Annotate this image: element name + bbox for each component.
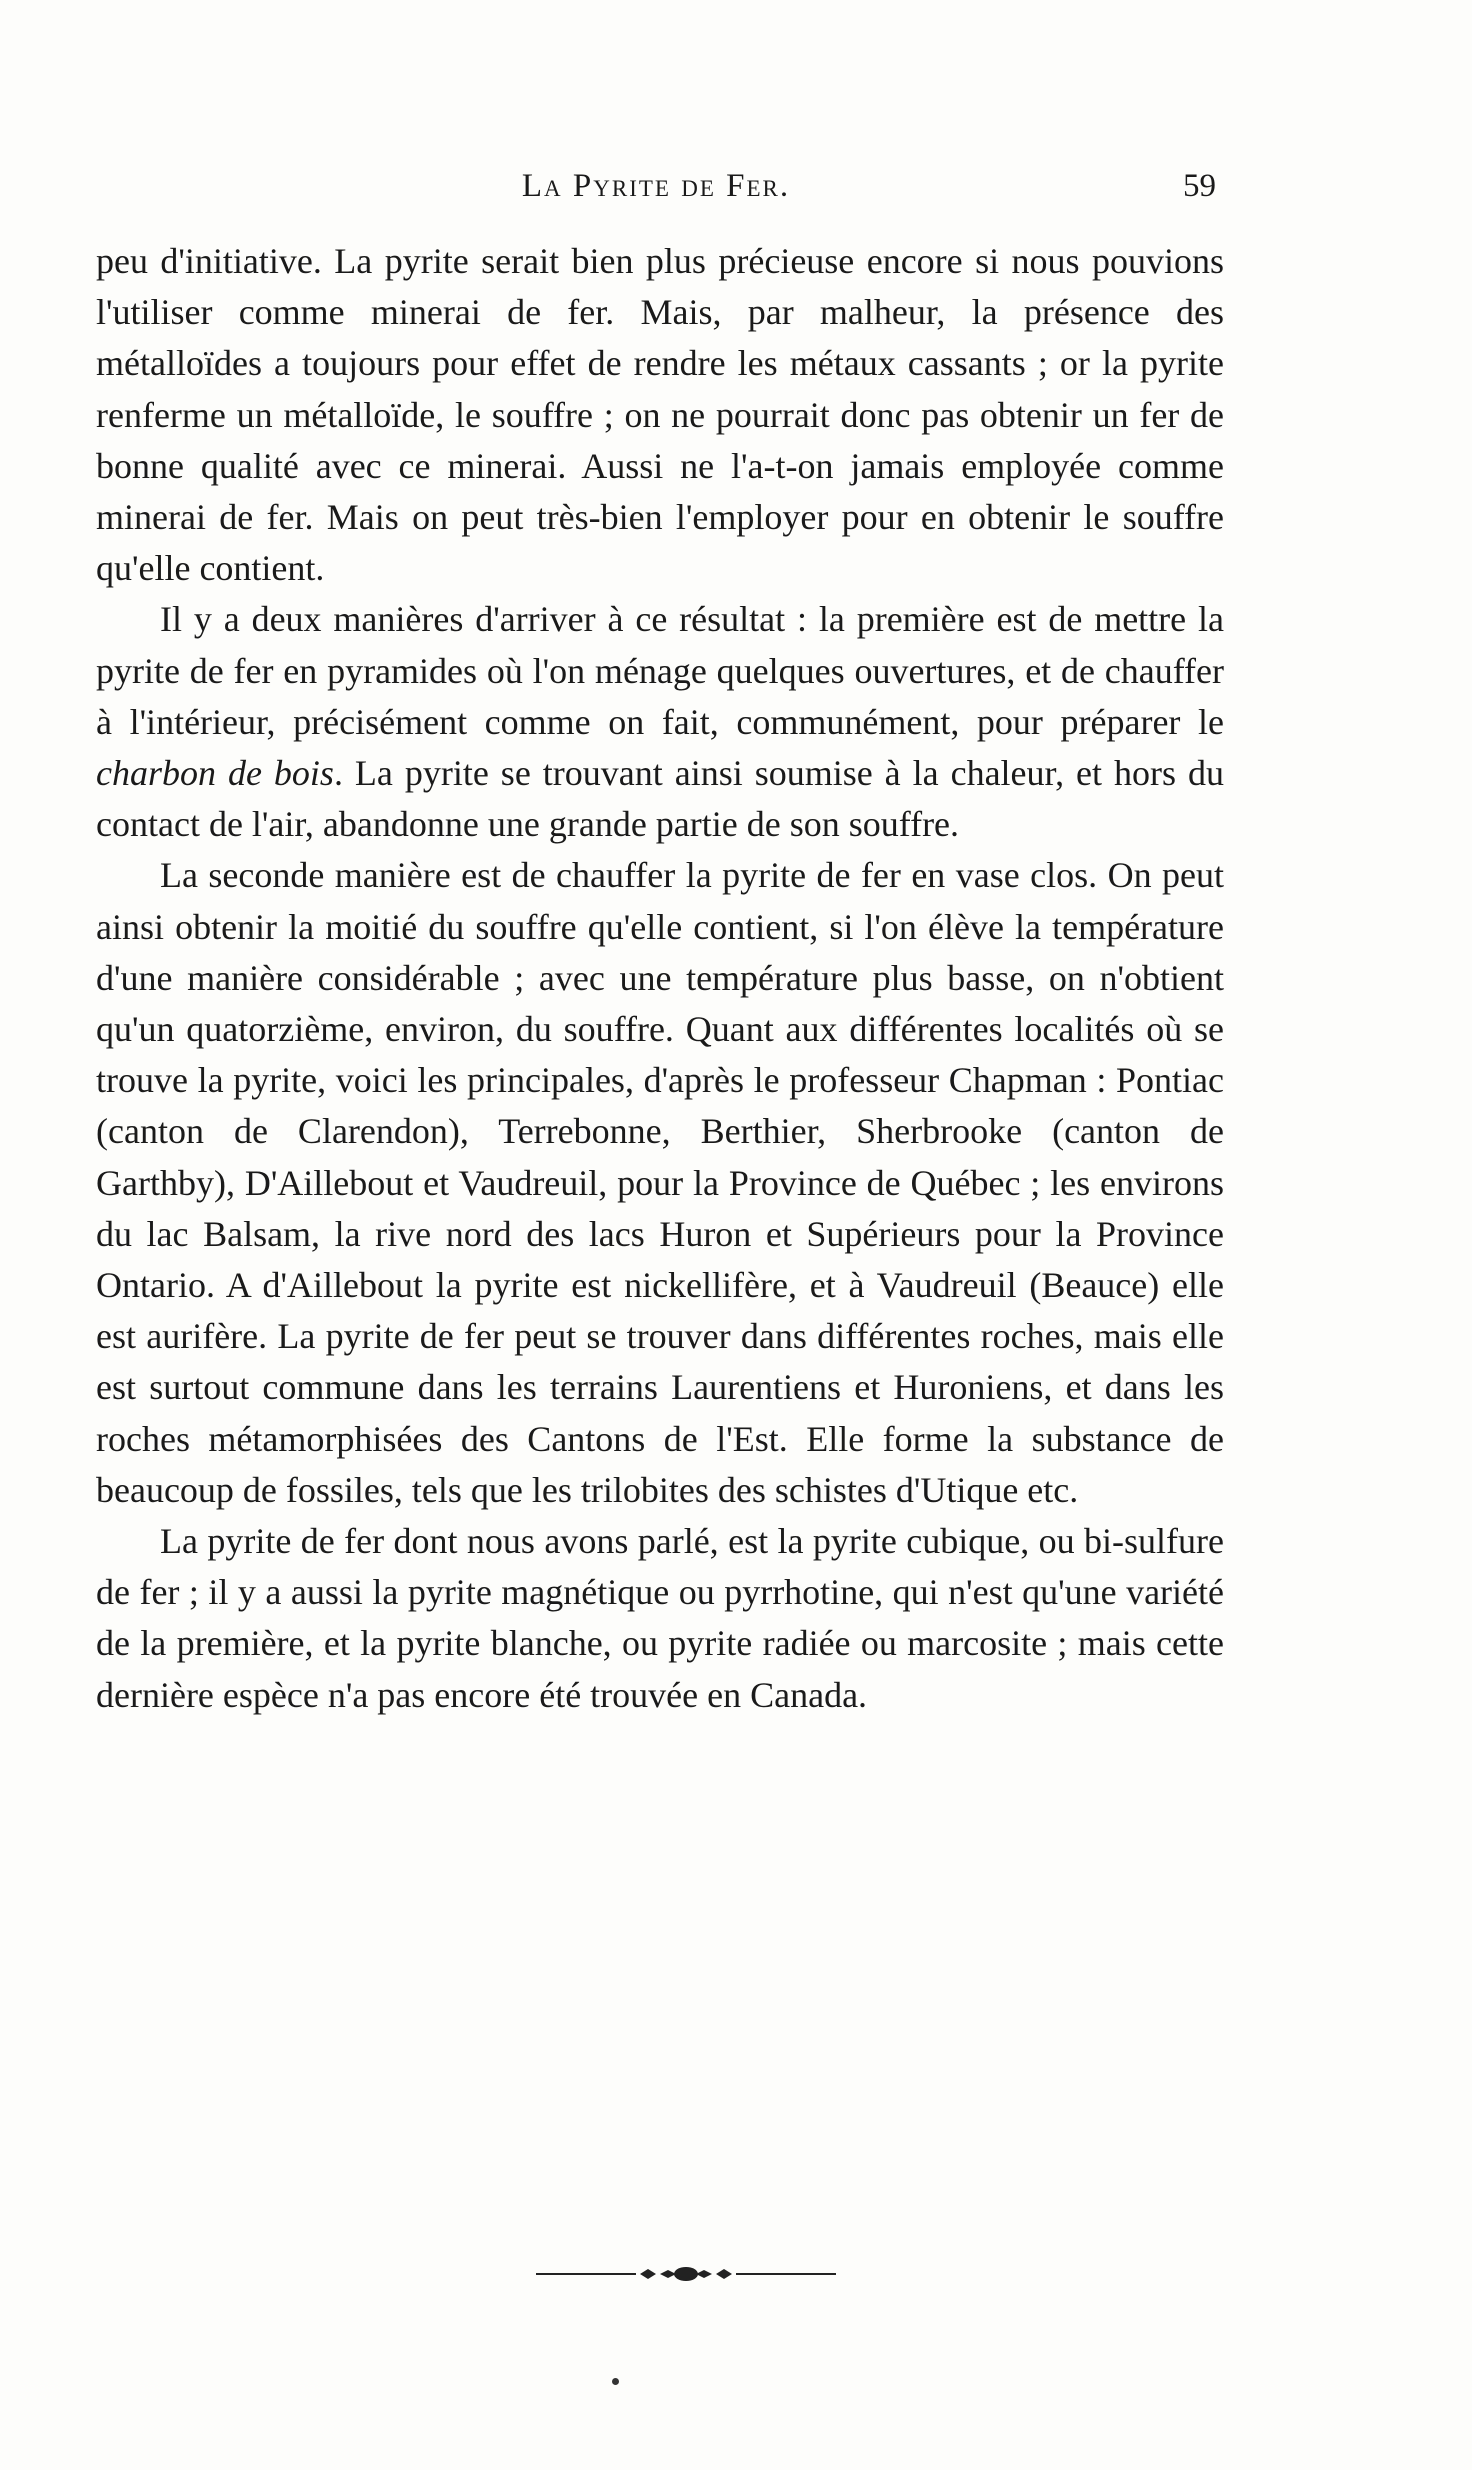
paragraph-text: Il y a deux manières d'arriver à ce résultat : la première est de mettre la pyrite de fer en pyramides où l'on ménage quelques ouvertures, et de chauffer à l'intérieur, précisément comme on fait, communément, pour préparer le <box>96 599 1224 742</box>
italic-term: charbon de bois <box>96 753 334 794</box>
ornamental-rule-icon <box>536 2262 836 2286</box>
paragraph-continuation <box>96 236 1224 594</box>
paragraph-text: La pyrite de fer dont nous avons parlé, est la pyrite cubique, ou bi-sulfure de fer ; il y a aussi la pyrite magnétique ou pyrrhotine, qui n'est qu'une variété de la première, et la pyrite blanche, ou pyrite radiée ou marcosite ; mais cette dernière espèce n'a pas encore été trouvée en Canada. <box>96 1521 1224 1715</box>
page-number: 59 <box>1183 168 1216 204</box>
paragraph-extraction-method-two <box>96 850 1224 1516</box>
body-text <box>96 236 1224 1721</box>
stray-ink-dot <box>612 2378 619 2385</box>
running-head <box>96 168 1216 212</box>
paragraph-text: . La pyrite se trouvant ainsi soumise à la chaleur, et hors du contact de l'air, abandonne une grande partie de son souffre. <box>96 753 1224 845</box>
paragraph-extraction-method-one <box>96 594 1224 850</box>
paragraph-pyrite-varieties <box>96 1516 1224 1721</box>
paragraph-text: peu d'initiative. La pyrite serait bien plus précieuse encore si nous pouvions l'utiliser comme minerai de fer. Mais, par malheur, la présence des métalloïdes a toujours pour effet de rendre les métaux cassants ; or la pyrite renferme un métalloïde, le souffre ; on ne pourrait donc pas obtenir un fer de bonne qualité avec ce minerai. Aussi ne l'a-t-on jamais employée comme minerai de fer. Mais on peut très-bien l'employer pour en obtenir le souffre qu'elle contient. <box>96 241 1224 589</box>
paragraph-text: La seconde manière est de chauffer la pyrite de fer en vase clos. On peut ainsi obtenir la moitié du souffre qu'elle contient, si l'on élève la température d'une manière considérable ; avec une température plus basse, on n'obtient qu'un quatorzième, environ, du souffre. Quant aux différentes localités où se trouve la pyrite, voici les principales, d'après le professeur Chapman : Pontiac (canton de Clarendon), Terrebonne, Berthier, Sherbrooke (canton de Garthby), D'Aillebout et Vaudreuil, pour la Province de Québec ; les environs du lac Balsam, la rive nord des lacs Huron et Supérieurs pour la Province Ontario. A d'Aillebout la pyrite est nickellifère, et à Vaudreuil (Beauce) elle est aurifère. La pyrite de fer peut se trouver dans différentes roches, mais elle est surtout commune dans les terrains Laurentiens et Huroniens, et dans les roches métamorphisées des Cantons de l'Est. Elle forme la substance de beaucoup de fossiles, tels que les trilobites des schistes d'Utique etc. <box>96 855 1224 1510</box>
running-title: La Pyrite de Fer. <box>521 168 791 204</box>
